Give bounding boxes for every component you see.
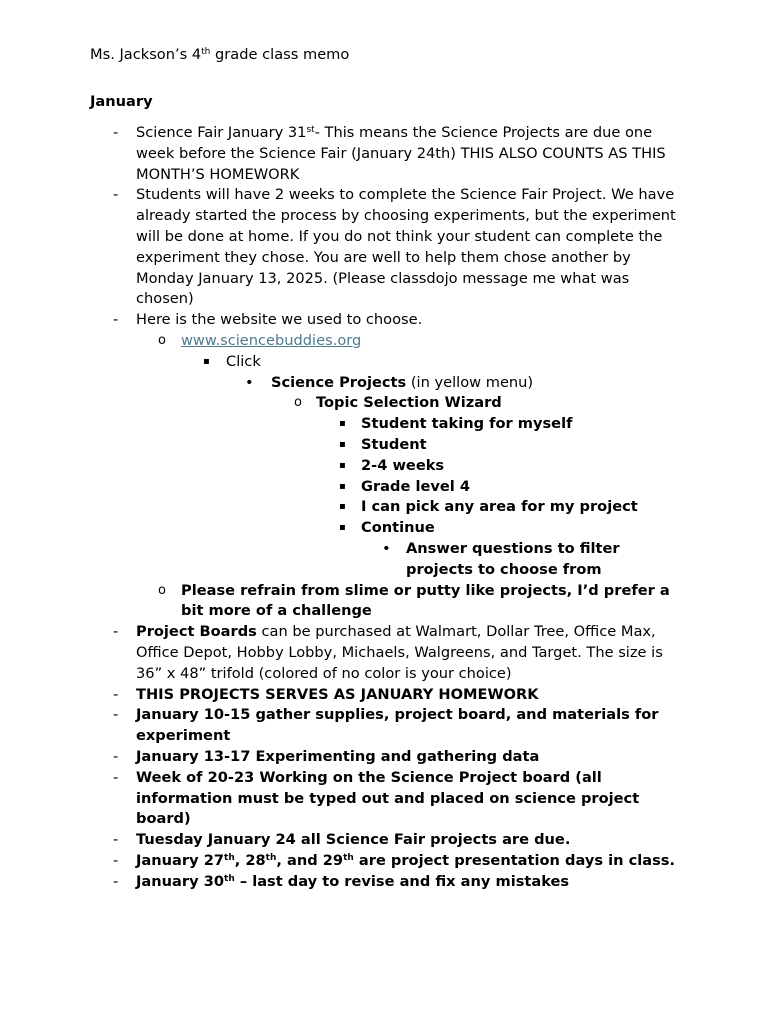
wizard-step: ▪ Student — [0, 435, 671, 456]
list-item-refrain: o Please refrain from slime or putty like projects, I’d prefer a bit more of a challenge — [158, 581, 670, 620]
dash-marker: - — [113, 124, 119, 141]
circle-marker: o — [158, 332, 166, 348]
wizard-step: ▪ 2-4 weeks — [0, 456, 671, 477]
list-item-project-boards: - Project Boards can be purchased at Walmart, Dollar Tree, Office Max, Office Depot, Hobby Lobby, Michaels, Walgreens, and Target. The size is 36” x 48” trifold (colored of no color is your choice) — [113, 623, 663, 682]
dash-marker: - — [113, 851, 119, 869]
square-marker: ▪ — [339, 459, 346, 471]
circle-marker: o — [158, 582, 166, 598]
dash-marker: - — [113, 831, 119, 849]
list-item-science-projects: • Science Projects (in yellow menu) — [0, 373, 676, 394]
list-item-website-intro: - Here is the website we used to choose. — [0, 310, 676, 331]
sciencebuddies-link[interactable]: www.sciencebuddies.org — [181, 331, 362, 349]
memo-list — [0, 123, 768, 892]
memo-title: Ms. Jackson’s 4th grade class memo — [90, 46, 350, 63]
dash-marker: - — [113, 685, 119, 703]
wizard-step: ▪ Grade level 4 — [0, 477, 671, 498]
bullet-marker: • — [382, 539, 391, 557]
list-item-science-fair: - Science Fair January 31st- This means the Science Projects are due one week before the Science Fair (January 24th) THIS ALSO COUNTS AS THIS MONTH’S HOMEWORK — [113, 124, 666, 183]
dash-marker: - — [113, 768, 119, 786]
list-item-revise: - January 30th – last day to revise and fix any mistakes — [0, 872, 676, 893]
list-item-click: ▪ Click — [0, 352, 676, 373]
dash-marker: - — [113, 872, 119, 890]
square-marker: ▪ — [339, 501, 346, 513]
list-item-experimenting: - January 13-17 Experimenting and gathering data — [0, 747, 676, 768]
list-item-wizard: o Topic Selection Wizard — [0, 393, 676, 414]
list-item-supplies: - January 10-15 gather supplies, project board, and materials for experiment — [113, 706, 659, 745]
list-item-board-week: - Week of 20-23 Working on the Science Project board (all information must be typed out and placed on science project board) — [113, 768, 640, 828]
list-item-answer-questions: • Answer questions to filter projects to choose from — [382, 539, 620, 578]
dash-marker: - — [113, 623, 119, 641]
month-heading: January — [90, 93, 153, 110]
wizard-step: ▪ I can pick any area for my project — [0, 497, 671, 518]
square-marker: ▪ — [203, 355, 210, 367]
square-marker: ▪ — [339, 418, 346, 430]
dash-marker: - — [113, 747, 119, 765]
dash-marker: - — [113, 186, 119, 204]
bullet-marker: • — [245, 373, 254, 391]
list-item-homework: - THIS PROJECTS SERVES AS JANUARY HOMEWORK — [0, 685, 676, 706]
wizard-step: ▪ Continue — [0, 518, 671, 539]
circle-marker: o — [294, 395, 302, 411]
list-item-due: - Tuesday January 24 all Science Fair projects are due. — [0, 830, 676, 851]
wizard-step: ▪ Student taking for myself — [0, 414, 671, 435]
list-item-two-weeks: - Students will have 2 weeks to complete the Science Fair Project. We have already started the process by choosing experiments, but the experiment will be done at home. If you do not think your student can complete the experiment they chose. You are well to help them chose another by Monday January 13, 2025. (Please classdojo message me what was chosen) — [113, 186, 676, 308]
list-item-presentations: - January 27th, 28th, and 29th are project presentation days in class. — [0, 851, 676, 872]
square-marker: ▪ — [339, 480, 346, 492]
square-marker: ▪ — [339, 438, 346, 450]
dash-marker: - — [113, 706, 119, 724]
square-marker: ▪ — [339, 522, 346, 534]
list-item-website — [0, 331, 681, 352]
dash-marker: - — [113, 311, 119, 329]
